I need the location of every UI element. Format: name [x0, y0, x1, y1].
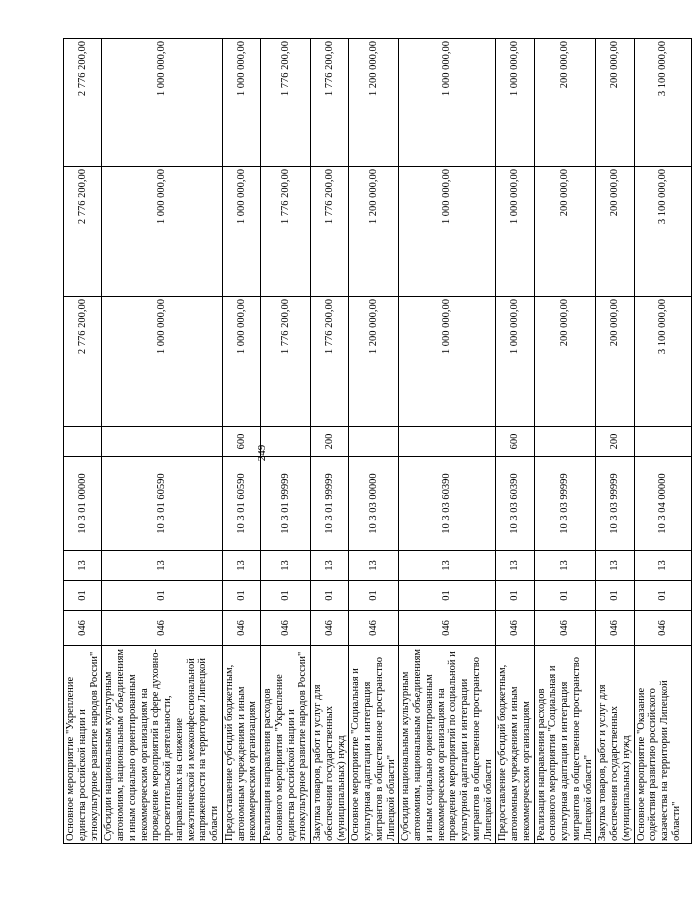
amount-year-3: 1 000 000,00 — [222, 39, 260, 167]
table-row — [222, 39, 260, 844]
amount-year-3: 200 000,00 — [534, 39, 596, 167]
grbs-code: 046 — [496, 611, 534, 646]
section-code: 01 — [102, 581, 223, 611]
amount-year-3: 200 000,00 — [596, 39, 634, 167]
amount-year-2: 2 776 200,00 — [64, 167, 102, 297]
section-code: 01 — [311, 581, 349, 611]
target-article-code: 10 3 01 99999 — [311, 457, 349, 551]
amount-year-3: 1 000 000,00 — [399, 39, 496, 167]
row-name: Закупка товаров, работ и услуг для обеспечения государственных (муниципальных) нужд — [311, 646, 349, 844]
expense-type-code — [261, 427, 311, 457]
amount-year-1: 1 000 000,00 — [399, 297, 496, 427]
subsection-code: 13 — [349, 551, 399, 581]
amount-year-1: 1 776 200,00 — [311, 297, 349, 427]
amount-year-2: 1 776 200,00 — [311, 167, 349, 297]
subsection-code: 13 — [261, 551, 311, 581]
amount-year-1: 1 200 000,00 — [349, 297, 399, 427]
amount-year-2: 3 100 000,00 — [634, 167, 691, 297]
subsection-code: 13 — [634, 551, 691, 581]
expense-type-code: 600 — [496, 427, 534, 457]
target-article-code: 10 3 04 00000 — [634, 457, 691, 551]
table-row — [596, 39, 634, 844]
amount-year-2: 1 000 000,00 — [222, 167, 260, 297]
table-row — [349, 39, 399, 844]
grbs-code: 046 — [222, 611, 260, 646]
target-article-code: 10 3 03 99999 — [534, 457, 596, 551]
row-name: Основное мероприятие "Укрепление единства российской нации и этнокультурное развитие народов России" — [64, 646, 102, 844]
row-name: Предоставление субсидий бюджетным, автономным учреждениям и иным некоммерческим организациям — [222, 646, 260, 844]
amount-year-3: 1 200 000,00 — [349, 39, 399, 167]
subsection-code: 13 — [596, 551, 634, 581]
table-row — [399, 39, 496, 844]
grbs-code: 046 — [311, 611, 349, 646]
row-name: Реализация направления расходов основного мероприятия "Социальная и культурная адаптация и интеграция мигрантов в общественное пространство Липецкой области" — [534, 646, 596, 844]
section-code: 01 — [261, 581, 311, 611]
amount-year-1: 3 100 000,00 — [634, 297, 691, 427]
amount-year-3: 2 776 200,00 — [64, 39, 102, 167]
target-article-code: 10 3 01 60590 — [222, 457, 260, 551]
grbs-code: 046 — [261, 611, 311, 646]
amount-year-2: 1 000 000,00 — [496, 167, 534, 297]
row-name: Основное мероприятие "Оказание содействия развитию российского казачества на территории Липецкой области" — [634, 646, 691, 844]
row-name: Субсидии национальным культурным автономиям, национальным объединениям и иным социально ориентированным некоммерческим организациям на проведение мероприятий по социальной и культурной адаптации и интеграции мигрантов в общественное пространство Липецкой области — [399, 646, 496, 844]
rotated-budget-page — [63, 39, 682, 844]
table-row — [634, 39, 691, 844]
subsection-code: 13 — [102, 551, 223, 581]
section-code: 01 — [399, 581, 496, 611]
grbs-code: 046 — [102, 611, 223, 646]
amount-year-2: 1 000 000,00 — [102, 167, 223, 297]
amount-year-1: 1 000 000,00 — [102, 297, 223, 427]
amount-year-3: 1 776 200,00 — [311, 39, 349, 167]
section-code: 01 — [64, 581, 102, 611]
amount-year-3: 1 000 000,00 — [102, 39, 223, 167]
amount-year-2: 1 776 200,00 — [261, 167, 311, 297]
amount-year-2: 200 000,00 — [596, 167, 634, 297]
amount-year-2: 1 200 000,00 — [349, 167, 399, 297]
amount-year-1: 200 000,00 — [534, 297, 596, 427]
expense-type-code — [64, 427, 102, 457]
expense-type-code: 600 — [222, 427, 260, 457]
grbs-code: 046 — [634, 611, 691, 646]
section-code: 01 — [222, 581, 260, 611]
table-row — [64, 39, 102, 844]
table-row — [261, 39, 311, 844]
amount-year-1: 1 776 200,00 — [261, 297, 311, 427]
amount-year-1: 200 000,00 — [596, 297, 634, 427]
target-article-code: 10 3 03 60390 — [399, 457, 496, 551]
page-number: 249 — [256, 444, 268, 462]
table-row — [496, 39, 534, 844]
row-name: Реализация направления расходов основного мероприятия "Укрепление единства российской нации и этнокультурное развитие народов России" — [261, 646, 311, 844]
amount-year-3: 3 100 000,00 — [634, 39, 691, 167]
section-code: 01 — [596, 581, 634, 611]
target-article-code: 10 3 03 60390 — [496, 457, 534, 551]
table-row — [311, 39, 349, 844]
target-article-code: 10 3 03 00000 — [349, 457, 399, 551]
subsection-code: 13 — [399, 551, 496, 581]
amount-year-1: 1 000 000,00 — [222, 297, 260, 427]
expense-type-code — [399, 427, 496, 457]
budget-table — [63, 38, 692, 844]
grbs-code: 046 — [534, 611, 596, 646]
target-article-code: 10 3 01 99999 — [261, 457, 311, 551]
subsection-code: 13 — [64, 551, 102, 581]
amount-year-3: 1 776 200,00 — [261, 39, 311, 167]
amount-year-1: 1 000 000,00 — [496, 297, 534, 427]
grbs-code: 046 — [399, 611, 496, 646]
grbs-code: 046 — [596, 611, 634, 646]
table-row — [102, 39, 223, 844]
expense-type-code: 200 — [596, 427, 634, 457]
expense-type-code: 200 — [311, 427, 349, 457]
row-name: Закупка товаров, работ и услуг для обеспечения государственных (муниципальных) нужд — [596, 646, 634, 844]
subsection-code: 13 — [222, 551, 260, 581]
section-code: 01 — [496, 581, 534, 611]
amount-year-2: 1 000 000,00 — [399, 167, 496, 297]
subsection-code: 13 — [534, 551, 596, 581]
grbs-code: 046 — [64, 611, 102, 646]
expense-type-code — [634, 427, 691, 457]
section-code: 01 — [349, 581, 399, 611]
grbs-code: 046 — [349, 611, 399, 646]
table-row — [534, 39, 596, 844]
subsection-code: 13 — [496, 551, 534, 581]
expense-type-code — [102, 427, 223, 457]
amount-year-1: 2 776 200,00 — [64, 297, 102, 427]
row-name: Предоставление субсидий бюджетным, автономным учреждениям и иным некоммерческим организациям — [496, 646, 534, 844]
budget-table-body — [64, 39, 692, 844]
target-article-code: 10 3 01 00000 — [64, 457, 102, 551]
amount-year-2: 200 000,00 — [534, 167, 596, 297]
expense-type-code — [349, 427, 399, 457]
target-article-code: 10 3 03 99999 — [596, 457, 634, 551]
expense-type-code — [534, 427, 596, 457]
subsection-code: 13 — [311, 551, 349, 581]
amount-year-3: 1 000 000,00 — [496, 39, 534, 167]
target-article-code: 10 3 01 60590 — [102, 457, 223, 551]
row-name: Основное мероприятие "Социальная и культурная адаптация и интеграция мигрантов в общественное пространство Липецкой области" — [349, 646, 399, 844]
section-code: 01 — [534, 581, 596, 611]
section-code: 01 — [634, 581, 691, 611]
row-name: Субсидии национальным культурным автономиям, национальным объединениям и иным социально ориентированным некоммерческим организациям на проведение мероприятий в сфере духовно-просветительской деятельности, направленных на снижение межэтнической и межконфессиональной напряженности на территории Липецкой области — [102, 646, 223, 844]
